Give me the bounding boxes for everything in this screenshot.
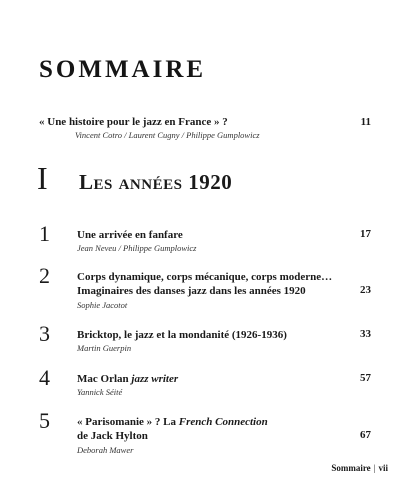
chapter-page-number: 23 — [360, 284, 371, 296]
chapter-authors: Yannick Séité — [77, 387, 123, 397]
part-number: I — [37, 160, 48, 196]
chapter-title-line: Corps dynamique, corps mécanique, corps moderne… — [77, 271, 333, 283]
footer-label: Sommaire — [331, 463, 371, 473]
chapter-title[interactable] — [77, 328, 357, 342]
chapter-number: 3 — [39, 321, 50, 346]
chapter-authors: Sophie Jacotot — [77, 300, 128, 310]
footer-separator: | — [373, 463, 376, 473]
chapter-title-italic: jazz writer — [131, 373, 179, 385]
chapter-title-text: Mac Orlan — [77, 373, 132, 385]
chapter-title-line: Une arrivée en fanfare — [77, 229, 183, 241]
chapter-page-number: 33 — [360, 328, 371, 340]
chapter-number: 4 — [39, 365, 50, 390]
chapter-number: 2 — [39, 263, 50, 288]
chapter-title-line: de Jack Hylton — [77, 430, 148, 442]
chapter-page-number: 17 — [360, 228, 371, 240]
chapter-title[interactable] — [77, 228, 357, 242]
intro-title[interactable]: « Une histoire pour le jazz en France » ? — [39, 116, 228, 128]
chapter-title-text: « Parisomanie » ? La — [77, 416, 179, 428]
chapter-page-number: 57 — [360, 372, 371, 384]
chapter-authors: Jean Neveu / Philippe Gumplowicz — [77, 243, 197, 253]
chapter-title[interactable] — [77, 270, 357, 298]
page-title: SOMMAIRE — [39, 56, 207, 83]
part-title: Les années 1920 — [79, 170, 233, 194]
intro-authors: Vincent Cotro / Laurent Cugny / Philippe Gumplowicz — [75, 130, 260, 140]
chapter-authors: Martin Guerpin — [77, 343, 132, 353]
intro-page-number: 11 — [360, 116, 371, 128]
chapter-number: 5 — [39, 408, 50, 433]
chapter-authors: Deborah Mawer — [77, 445, 134, 455]
footer-page-number: vii — [378, 463, 388, 473]
chapter-title[interactable] — [77, 372, 357, 386]
chapter-page-number: 67 — [360, 429, 371, 441]
page-footer — [331, 463, 388, 473]
chapter-title-italic: French Connection — [178, 416, 268, 428]
chapter-number: 1 — [39, 221, 50, 246]
chapter-title-line: Imaginaires des danses jazz dans les années 1920 — [77, 285, 306, 297]
chapter-title[interactable] — [77, 415, 357, 443]
chapter-title-line: Bricktop, le jazz et la mondanité (1926-1936) — [77, 329, 287, 341]
